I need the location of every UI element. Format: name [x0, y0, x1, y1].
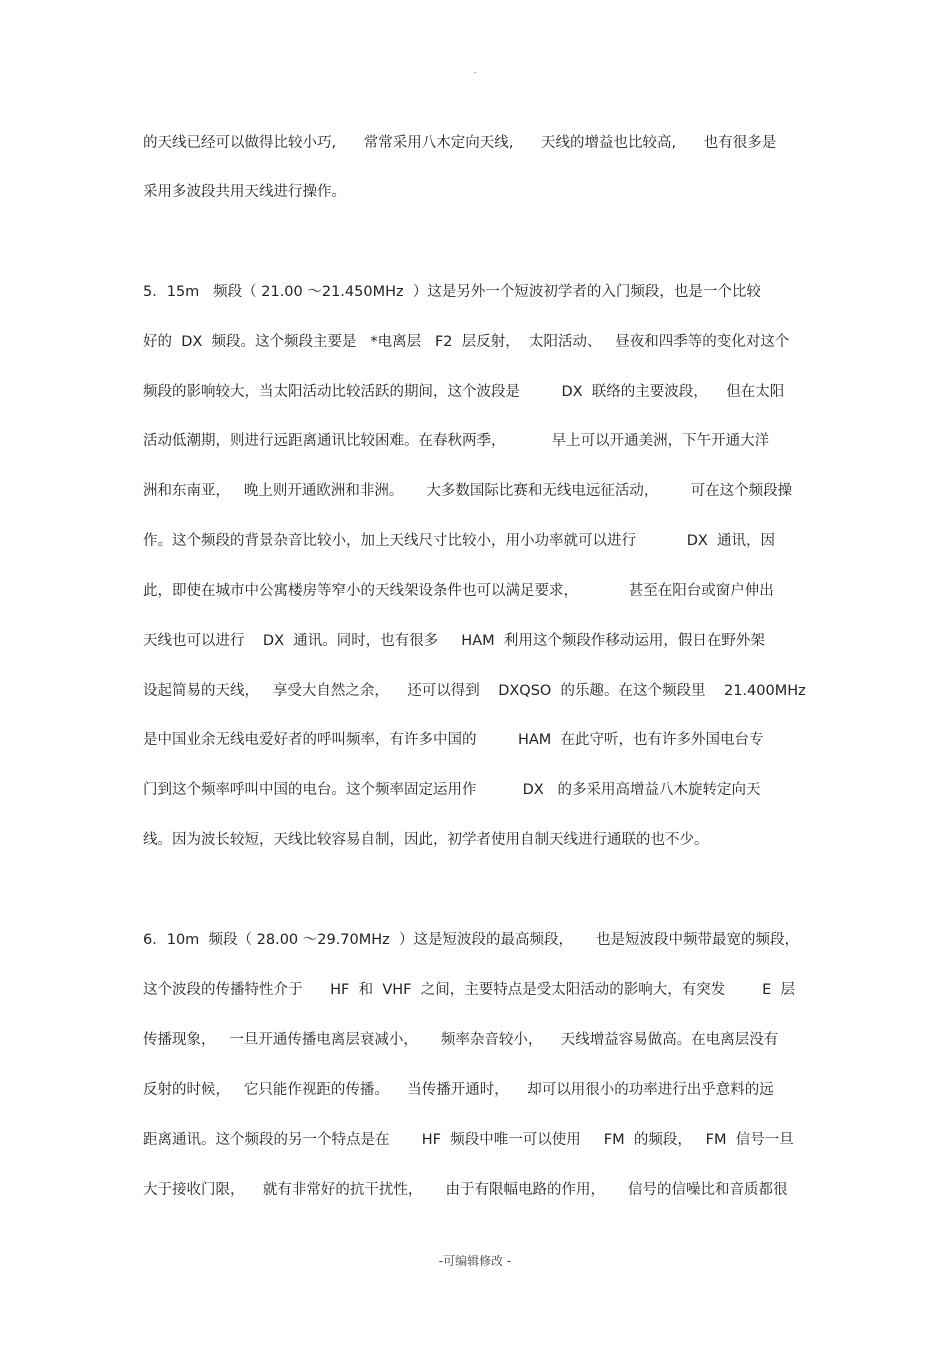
text-line: 此，即使在城市中公寓楼房等窄小的天线架设条件也可以满足要求， 甚至在阳台或窗户伸出	[143, 583, 774, 599]
text-line: 线。因为波长较短，天线比较容易自制，因此，初学者使用自制天线进行通联的也不少。	[143, 832, 709, 848]
text-line: 6．10m 频段（ 28.00 ～29.70MHz ）这是短波段的最高频段， 也是短波段中频带最宽的频段，	[143, 932, 800, 948]
text-line: 设起简易的天线， 享受大自然之余， 还可以得到 DXQSO 的乐趣。在这个频段里 21.400MHz	[143, 683, 806, 699]
text-line: 活动低潮期，则进行远距离通讯比较困难。在春秋两季， 早上可以开通美洲，下午开通大洋	[143, 433, 770, 449]
text-line: 5．15m 频段（ 21.00 ～21.450MHz ）这是另外一个短波初学者的入门频段，也是一个比较	[143, 284, 761, 300]
text-line: 大于接收门限， 就有非常好的抗干扰性， 由于有限幅电路的作用， 信号的信噪比和音质都很	[143, 1182, 788, 1198]
text-line: 是中国业余无线电爱好者的呼叫频率，有许多中国的 HAM 在此守听，也有许多外国电台专	[143, 732, 764, 748]
header-mark: -	[473, 68, 477, 78]
text-line: 这个波段的传播特性介于 HF 和 VHF 之间，主要特点是受太阳活动的影响大，有突发 E 层	[143, 982, 795, 998]
text-line: 的天线已经可以做得比较小巧, 常常采用八木定向天线, 天线的增益也比较高, 也有很多是	[143, 135, 777, 151]
text-line: 传播现象， 一旦开通传播电离层衰减小， 频率杂音较小， 天线增益容易做高。在电离层没有	[143, 1032, 779, 1048]
footer-editable-note: -可编辑修改 -	[438, 1254, 512, 1268]
text-line: 好的 DX 频段。这个频段主要是 *电离层 F2 层反射， 太阳活动、 昼夜和四季等的变化对这个	[143, 334, 790, 350]
text-line: 距离通讯。这个频段的另一个特点是在 HF 频段中唯一可以使用 FM 的频段， FM 信号一旦	[143, 1132, 794, 1148]
text-line: 反射的时候， 它只能作视距的传播。 当传播开通时， 却可以用很小的功率进行出乎意料的远	[143, 1082, 774, 1098]
text-line: 天线也可以进行 DX 通讯。同时，也有很多 HAM 利用这个频段作移动运用，假日在野外架	[143, 633, 765, 649]
text-line: 门到这个频率呼叫中国的电台。这个频率固定运用作 DX 的多采用高增益八木旋转定向天	[143, 782, 761, 798]
text-line: 作。这个频段的背景杂音比较小，加上天线尺寸比较小，用小功率就可以进行 DX 通讯，因	[143, 533, 776, 549]
text-line: 采用多波段共用天线进行操作。	[143, 184, 346, 200]
text-line: 频段的影响较大，当太阳活动比较活跃的期间，这个波段是 DX 联络的主要波段， 但在太阳	[143, 384, 785, 400]
text-line: 洲和东南亚， 晚上则开通欧洲和非洲。 大多数国际比赛和无线电远征活动， 可在这个频段操	[143, 483, 793, 499]
